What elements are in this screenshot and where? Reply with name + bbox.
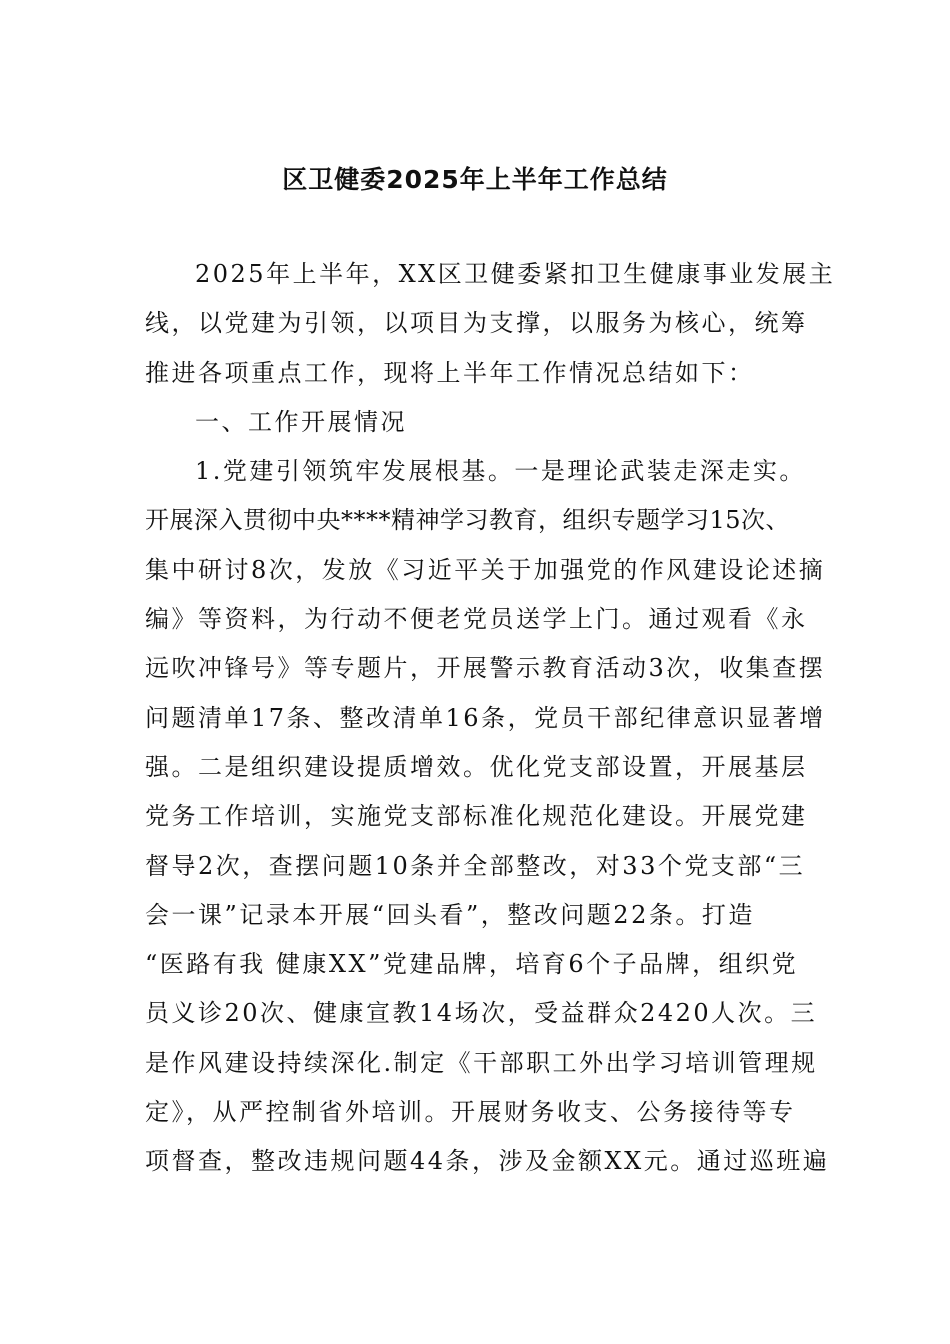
paragraph-line: 党务工作培训，实施党支部标准化规范化建设。开展党建 <box>145 802 808 831</box>
paragraph-line: 线，以党建为引领，以项目为支撑，以服务为核心，统筹 <box>145 309 808 338</box>
paragraph-line: 1.党建引领筑牢发展根基。一是理论武装走深走实。 <box>195 457 806 486</box>
paragraph-line: 问题清单17条、整改清单16条，党员干部纪律意识显著增 <box>145 703 826 732</box>
paragraph-line: 推进各项重点工作，现将上半年工作情况总结如下： <box>145 358 755 387</box>
document-title: 区卫健委2025年上半年工作总结 <box>282 165 668 194</box>
paragraph-line: 督导2次，查摆问题10条并全部整改，对33个党支部“三 <box>145 851 806 880</box>
paragraph-line: 开展深入贯彻中央****精神学习教育，组织专题学习15次、 <box>145 506 791 535</box>
section-heading: 一、工作开展情况 <box>195 407 407 436</box>
paragraph-line: 2025年上半年，XX区卫健委紧扣卫生健康事业发展主 <box>195 260 836 288</box>
paragraph-line: “医路有我 健康XX”党建品牌，培育6个子品牌，组织党 <box>145 950 799 979</box>
paragraph-line: 会一课”记录本开展“回头看”，整改问题22条。打造 <box>145 900 755 929</box>
paragraph-line: 编》等资料，为行动不便老党员送学上门。通过观看《永 <box>145 605 808 634</box>
paragraph-line: 强。二是组织建设提质增效。优化党支部设置，开展基层 <box>145 752 808 781</box>
paragraph-line: 定》，从严控制省外培训。开展财务收支、公务接待等专 <box>145 1098 796 1127</box>
paragraph-line: 员义诊20次、健康宣教14场次，受益群众2420人次。三 <box>145 999 818 1028</box>
paragraph-line: 是作风建设持续深化.制定《干部职工外出学习培训管理规 <box>145 1048 818 1077</box>
paragraph-line: 项督查，整改违规问题44条，涉及金额XX元。通过巡班遍 <box>145 1147 830 1176</box>
document-body <box>145 250 836 1187</box>
paragraph-line: 远吹冲锋号》等专题片，开展警示教育活动3次，收集查摆 <box>145 654 826 683</box>
paragraph-line: 集中研讨8次，发放《习近平关于加强党的作风建设论述摘 <box>145 555 826 584</box>
